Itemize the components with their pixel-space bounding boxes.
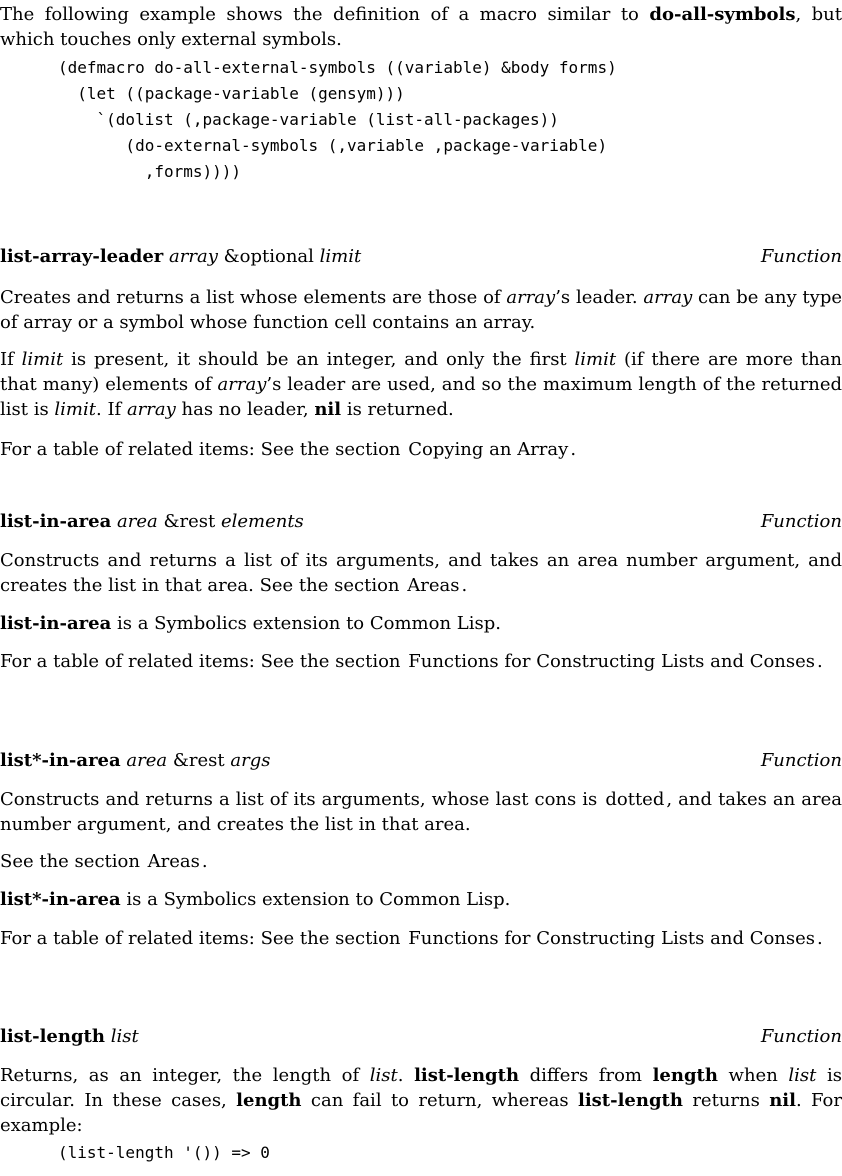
function-name: list-length [0, 1026, 105, 1047]
paragraph: Creates and returns a list whose elements are those of array’s leader. array can be any type of array or a symbol whose function cell contains an array. [0, 287, 842, 333]
section-link[interactable]: Functions for Constructing Lists and Conses [408, 928, 816, 949]
code-line: (do-external-symbols (,variable ,package-variable) [58, 136, 608, 155]
function-signature [0, 748, 270, 774]
paragraph: Constructs and returns a list of its arguments, and takes an area number argument, and creates the list in that area. See the section Areas . [0, 550, 842, 596]
paragraph: For a table of related items: See the section Functions for Constructing Lists and Conses . [0, 928, 823, 949]
entry-kind: Function [760, 511, 842, 532]
section-link[interactable]: Areas [407, 575, 460, 596]
text: The following example shows the definition of a macro similar to [0, 4, 650, 25]
entry-header-list-star-in-area [0, 748, 842, 774]
intro-paragraph [0, 2, 842, 52]
text: , but which touches only external symbols. [0, 4, 842, 50]
code-line: (defmacro do-all-external-symbols ((variable) &body forms) [58, 58, 617, 77]
lambda-keyword: &optional [223, 246, 314, 267]
argument: list [110, 1026, 139, 1047]
function-name: list-array-leader [0, 246, 164, 267]
function-name: list*-in-area [0, 750, 121, 771]
argument: array [169, 246, 218, 267]
code-line: ,forms)))) [58, 162, 242, 181]
entry-header-list-length [0, 1024, 842, 1050]
lambda-keyword: &rest [163, 511, 216, 532]
section-link[interactable]: Functions for Constructing Lists and Conses [408, 651, 816, 672]
entry-kind: Function [760, 750, 842, 771]
paragraph: list*-in-area is a Symbolics extension to Common Lisp. [0, 889, 511, 910]
symbol-name: do-all-symbols [649, 4, 796, 25]
argument: area [126, 750, 168, 771]
entry-header-list-array-leader [0, 244, 842, 270]
paragraph: list-in-area is a Symbolics extension to Common Lisp. [0, 613, 501, 634]
paragraph: Returns, as an integer, the length of list. list-length differs from length when list is circular. In these cases, length can fail to return, whereas list-length returns nil. For example: [0, 1065, 842, 1136]
paragraph: For a table of related items: See the section Copying an Array . [0, 439, 577, 460]
section-link[interactable]: Copying an Array [408, 439, 569, 460]
code-line: (let ((package-variable (gensym))) [58, 84, 405, 103]
entry-header-list-in-area [0, 509, 842, 535]
lambda-keyword: &rest [172, 750, 225, 771]
paragraph: For a table of related items: See the section Functions for Constructing Lists and Conses . [0, 651, 823, 672]
code-line: `(dolist (,package-variable (list-all-packages)) [58, 110, 559, 129]
section-link[interactable]: Areas [147, 851, 200, 872]
paragraph: Constructs and returns a list of its arguments, whose last cons is dotted , and takes an area number argument, and creates the list in that area. [0, 789, 842, 835]
argument: elements [220, 511, 304, 532]
example-code: (list-length '()) => 0 [58, 1143, 270, 1162]
function-signature [0, 509, 304, 535]
function-name: list-in-area [0, 511, 112, 532]
paragraph: See the section Areas . [0, 851, 208, 872]
paragraph: If limit is present, it should be an integer, and only the first limit (if there are more than that many) elements of array’s leader are used, and so the maximum length of the returned list is limit. If array has no leader, nil is returned. [0, 349, 842, 420]
entry-kind: Function [760, 1026, 842, 1047]
argument: limit [319, 246, 362, 267]
intro-code-block [58, 55, 617, 185]
argument: area [117, 511, 158, 532]
argument: args [230, 750, 271, 771]
entry-kind: Function [760, 246, 842, 267]
function-signature [0, 244, 361, 270]
function-signature [0, 1024, 139, 1050]
